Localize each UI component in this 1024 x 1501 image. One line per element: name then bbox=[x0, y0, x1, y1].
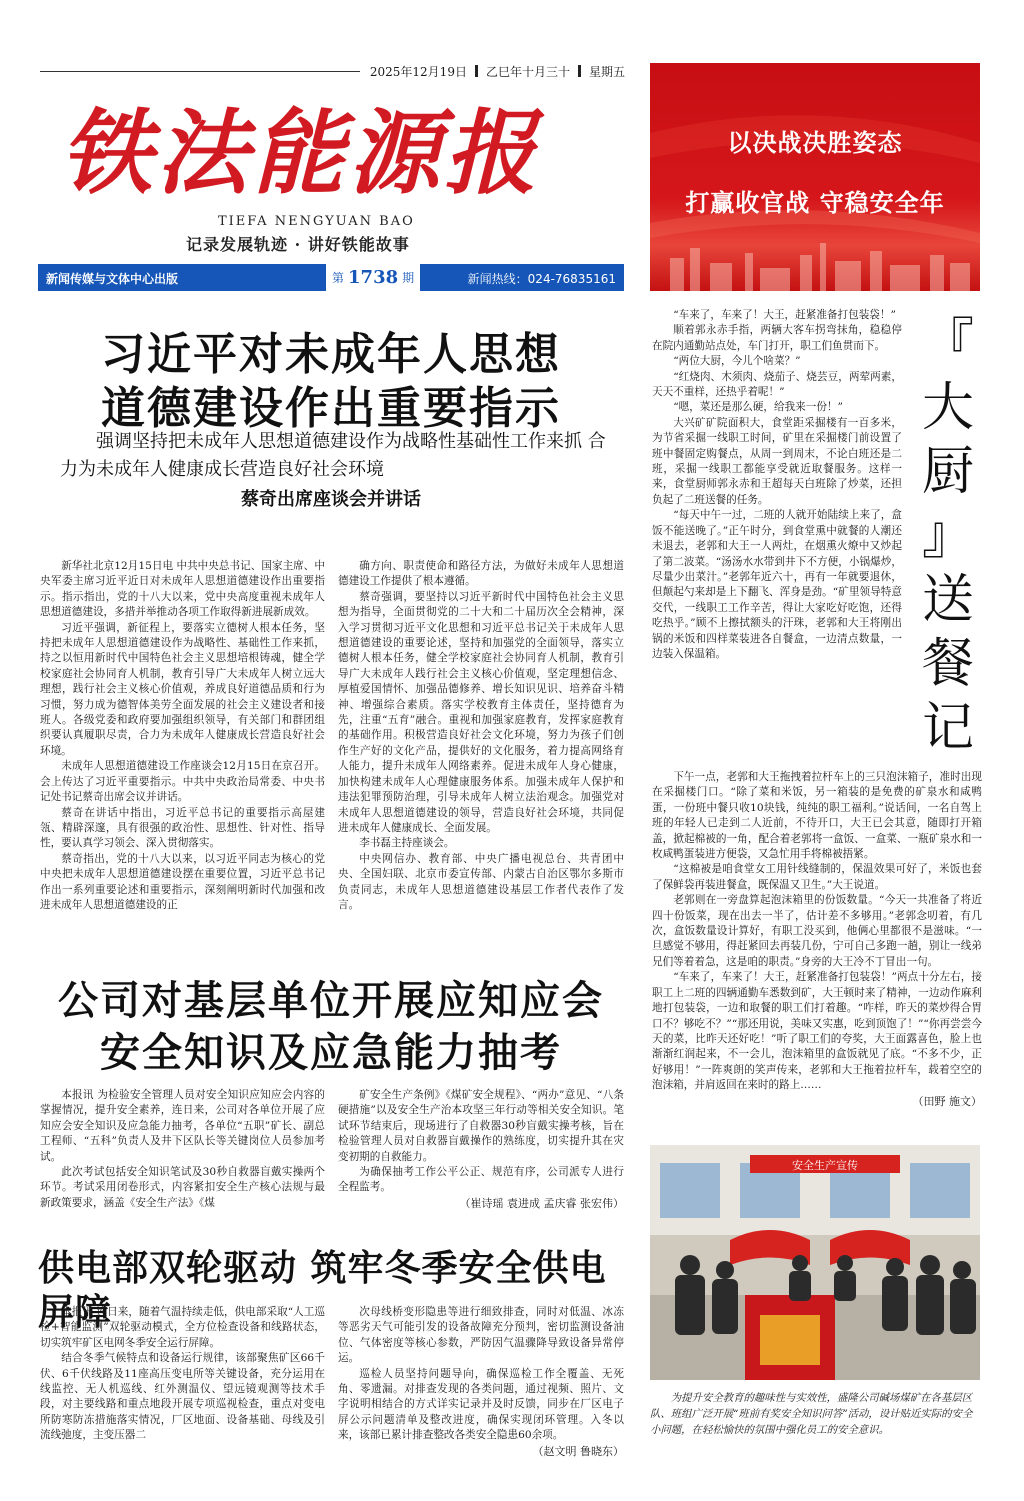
issue-number-box bbox=[326, 264, 420, 291]
article2-column-2 bbox=[338, 1088, 624, 1211]
paragraph: “红烧肉、木须肉、烧茄子、烧芸豆，两荤两素，天天不重样，还热乎着呢！” bbox=[652, 370, 902, 399]
title-char: 送 bbox=[921, 570, 974, 630]
paragraph: 习近平强调，新征程上，要落实立德树人根本任务，坚持把未成年人思想道德建设作为战略性、基础性工作来抓，持之以恒用新时代中国特色社会主义思想培根铸魂，健全学校家庭社会协同育人机制，教育引导广大未成年人树立远大理想，践行社会主义核心价值观，养成良好道德品质和行为习惯，努力成为德智体美劳全面发展的社会主义建设者和接班人。各级党委和政府要加强组织领导，有关部门和群团组织要认真履职尽责，合力为未成年人健康成长营造良好社会环境。 bbox=[40, 621, 325, 757]
paragraph: “这棉被是咱食堂女工用针线缝制的，保温效果可好了，米饭也套了保鲜袋再装进餐盒，既保温又卫生。”大王说道。 bbox=[652, 863, 982, 891]
banner-line-2: 打赢收官战 守稳安全年 bbox=[685, 189, 945, 217]
paragraph: “每天中午一过，二班的人就开始陆续上来了，盒饭不能送晚了。”正午时分，到食堂熏中就餐的人潮还未退去，老郭和大王一人两灶，在烟熏火燎中又炒起了第二波菜。“汤汤水水带到井下不方便，小锅爆炒，尽量少出菜汁。”老郭年近六十，再有一年就要退休，但颠起勺来却是上下翻飞、浑身是劲。“矿里领导特意交代，一线职工工作辛苦，得让大家吃好吃饱，还得吃热乎。”顾不上擦拭额头的汗珠，老郭和大王将刚出锅的米饭和四样菜装进各自餐盒，一边清点数量，一边装入保温箱。 bbox=[652, 509, 902, 660]
news-hotline: 新闻热线：024-76835161 bbox=[467, 272, 616, 286]
paragraph: 李书磊主持座谈会。 bbox=[359, 837, 455, 850]
paragraph: 下午一点，老郭和大王拖拽着拉杆车上的三只泡沫箱子，准时出现在采掘楼门口。“除了菜和米饭，另一箱装的是免费的矿泉水和咸鸭蛋，一份班中餐只收10块钱，纯纯的职工福利。”说话间，一名自驾上班的年轻人已走到二人近前，不待开口，大王已会其意，随即打开箱盖，掀起棉被的一角，配合着老郭将一盒饭、一盒菜、一瓶矿泉水和一枚咸鸭蛋装进方便袋，又急忙用手将棉被捂紧。 bbox=[652, 771, 982, 861]
paragraph: 顺着郭永赤手指，两辆大客车拐弯抹角，稳稳停在院内通勤站点处，车门打开，职工们鱼贯而下。 bbox=[652, 324, 902, 352]
article4-byline: （田野 施文） bbox=[912, 1094, 982, 1108]
article4-title bbox=[912, 312, 984, 760]
paragraph: 此次考试包括安全知识笔试及30秒自救器盲戴实操两个环节。考试采用闭卷形式，内容紧扣安全生产核心法规与最新政策要求，涵盖《安全生产法》《煤 bbox=[40, 1166, 325, 1209]
issue-number: 1738 bbox=[348, 267, 399, 288]
article3-byline: （赵文明 鲁晓东） bbox=[532, 1444, 624, 1458]
slogan: 记录发展轨迹 · 讲好铁能故事 bbox=[186, 235, 410, 254]
article1-headline bbox=[38, 328, 624, 436]
photo-illustration bbox=[650, 1145, 980, 1380]
paragraph: 为确保抽考工作公平公正、规范有序，公司派专人进行全程监考。 bbox=[338, 1166, 624, 1194]
newspaper-logo: 铁法能源报 bbox=[60, 99, 541, 207]
paragraph: 新华社北京12月15日电 中共中央总书记、国家主席、中央军委主席习近平近日对未成年人思想道德建设作出重要指示。指示指出，党的十八大以来，党中央高度重视未成年人思想道德建设，多措并举推动各项工作取得新进展新成效。 bbox=[40, 560, 325, 619]
paragraph: 本报讯 连日来，随着气温持续走低，供电部采取“人工巡检+智能监测”双轮驱动模式，全方位检查设备和线路状态，切实筑牢矿区电网冬季安全运行屏障。 bbox=[40, 1306, 325, 1349]
publisher: 新闻传媒与文体中心出版 bbox=[46, 272, 179, 286]
paragraph: 未成年人思想道德建设工作座谈会12月15日在京召开。会上传达了习近平重要指示。中共中央政治局常委、中央书记处书记蔡奇出席会议并讲话。 bbox=[40, 760, 325, 804]
dateline-rule bbox=[40, 71, 360, 72]
paragraph: 巡检人员坚持问题导向，确保巡检工作全覆盖、无死角、零遗漏。对排查发现的各类问题，通过视频、照片、文字说明相结合的方式详实记录并及时反馈，同步在厂区电子屏公示问题清单及整改进度，确保实现闭环管理。入冬以来，该部已累计排查整改各类安全隐患60余项。 bbox=[338, 1367, 624, 1442]
paragraph: “车来了，车来了！大王，赶紧准备打包装袋！”两点十分左右，接职工上二班的四辆通勤车悉数到矿，大王顿时来了精神，一边动作麻利地打包装袋，一边和取餐的职工们打着趣。“咋样，昨天的菜炒得合胃口不？够吃不？”“那还用说，美味又实惠，吃到顶饱了！”“你再尝尝今天的菜，比昨天还好吃！”听了职工们的夸奖，大王面露喜色，脸上也渐渐红润起来，不一会儿，泡沫箱里的盒饭就见了底。“不多不少，正好够用！”一阵爽朗的笑声传来，老郭和大王拖着拉杆车，载着空空的泡沫箱，并肩返回在来时的路上…… bbox=[652, 971, 982, 1092]
article3-column-2 bbox=[338, 1305, 624, 1459]
paragraph: 次母线桥变形隐患等进行细致排查，同时对低温、冰冻等恶劣天气可能引发的设备故障充分预判，密切监测设备油位、气体密度等核心参数，严防因气温骤降导致设备异常停运。 bbox=[338, 1306, 624, 1365]
paragraph: “车来了，车来了！大王，赶紧准备打包装袋！” bbox=[673, 309, 896, 321]
article3-column-1 bbox=[40, 1305, 325, 1444]
photo-sign-text: 安全生产宣传 bbox=[792, 1159, 858, 1172]
title-char: 厨 bbox=[921, 442, 974, 502]
paragraph: 矿安全生产条例》《煤矿安全规程》、“两办”意见、“八条硬措施”以及安全生产治本攻坚三年行动等相关安全知识。笔试环节结束后，现场进行了自救器30秒盲戴实操考核，旨在检验管理人员对自救器盲戴操作的熟练度，切实提升其在灾变初期的自救能力。 bbox=[338, 1089, 624, 1163]
article1-column-1 bbox=[40, 559, 325, 913]
article1-headline-line2: 道德建设作出重要指示 bbox=[101, 383, 561, 434]
paragraph: 中央网信办、教育部、中央广播电视总台、共青团中央、全国妇联、北京市委宣传部、内蒙古自治区鄂尔多斯市负责同志，未成年人思想道德建设基层工作者代表作了发言。 bbox=[338, 852, 624, 911]
paragraph: 蔡奇指出，党的十八大以来，以习近平同志为核心的党中央把未成年人思想道德建设摆在重要位置，习近平总书记作出一系列重要论述和重要指示，深刻阐明新时代加强和改进未成年人思想道德建设的正 bbox=[40, 852, 325, 911]
article1-subheading2: 蔡奇出席座谈会并讲话 bbox=[241, 489, 421, 510]
paragraph: 蔡奇在讲话中指出，习近平总书记的重要指示高屋建瓴、精辟深邃，具有很强的政治性、思想性、针对性、指导性，要认真学习领会、深入贯彻落实。 bbox=[40, 806, 325, 850]
logo-pinyin: TIEFA NENGYUAN BAO bbox=[218, 214, 415, 229]
banner-decoration bbox=[650, 63, 980, 291]
article1-subheading: 强调坚持把未成年人思想道德建设作为战略性基础性工作来抓 合力为未成年人健康成长营造良好社会环境 bbox=[60, 431, 606, 480]
banner-line-1: 以决战决胜姿态 bbox=[727, 129, 903, 157]
slogan-banner bbox=[650, 63, 980, 291]
paragraph: 本报讯 为检验安全管理人员对安全知识应知应会内容的掌握情况，提升安全素养，连日来，公司对各单位开展了应知应会安全知识及应急能力抽考，各单位“五职”矿长、副总工程师、“五科”负责人及井下区队长等关键岗位人员参加考试。 bbox=[40, 1089, 325, 1163]
article2-headline bbox=[38, 975, 624, 1079]
article2-byline: （崔诗瑶 袁进成 孟庆睿 张宏伟） bbox=[459, 1196, 624, 1210]
article1-headline-line1: 习近平对未成年人思想 bbox=[101, 329, 561, 380]
publisher-bar bbox=[38, 264, 624, 291]
issue-suffix: 期 bbox=[402, 271, 415, 285]
paragraph: 确方向、职责使命和路径方法，为做好未成年人思想道德建设工作提供了根本遵循。 bbox=[338, 560, 624, 588]
news-photo bbox=[650, 1145, 980, 1380]
article3-headline: 供电部双轮驱动 筑牢冬季安全供电屏障 bbox=[38, 1248, 607, 1333]
paragraph: “两位大厨，今儿个啥菜？” bbox=[673, 355, 801, 368]
dateline bbox=[40, 63, 625, 79]
paragraph: 大兴矿矿院面积大，食堂距采掘楼有一百多米，为节省采掘一线职工时间，矿里在采掘楼门前设置了班中餐固定购餐点，从周一到周末，不论白班还是二班，采掘一线职工都能享受就近取餐服务。这样一来，食堂厨师郭永赤和王超每天白班除了炒菜，还担负起了二班送餐的任务。 bbox=[652, 416, 902, 506]
weekday: 星期五 bbox=[588, 64, 625, 79]
date-separator bbox=[475, 65, 478, 77]
issue-prefix: 第 bbox=[332, 271, 345, 285]
article2-column-1 bbox=[40, 1088, 325, 1211]
photo-caption: 为提升安全教育的趣味性与实效性，盛隆公司碱场煤矿在各基层区队、班组广泛开展“班前有奖安全知识问答”活动，设计贴近实际的安全小问题，在轻松愉快的氛围中强化员工的安全意识。 bbox=[650, 1392, 973, 1436]
title-char: 『 bbox=[921, 314, 974, 374]
title-char: 』 bbox=[921, 506, 974, 566]
title-char: 大 bbox=[921, 378, 974, 438]
issue-date: 2025年12月19日 bbox=[369, 64, 467, 79]
article4-column-full bbox=[652, 770, 982, 1109]
paragraph: 蔡奇强调，要坚持以习近平新时代中国特色社会主义思想为指导，全面贯彻党的二十大和二十届历次全会精神，深入学习贯彻习近平文化思想和习近平总书记关于未成年人思想道德建设的重要论述，坚持和加强党的全面领导，落实立德树人根本任务，健全学校家庭社会协同育人机制，教育引导广大未成年人践行社会主义核心价值观，坚定理想信念、厚植爱国情怀、加强品德修养、增长知识见识、培养奋斗精神、增强综合素质。落实学校教育主体责任，坚持德育为先，注重“五育”融合。重视和加强家庭教育，发挥家庭教育的基础作用。积极营造良好社会文化环境，努力为孩子们创作生产好的文化产品，提供好的文化服务，着力提高网络育人能力，提升未成年人网络素养。促进未成年人身心健康，加快构建未成年人心理健康服务体系。加强未成年人保护和违法犯罪预防治理，引导未成年人树立法治观念。加强党对未成年人思想道德建设的领导，营造良好社会环境，共同促进未成年人健康成长、全面发展。 bbox=[338, 590, 624, 834]
article2-headline-line2: 安全知识及应急能力抽考 bbox=[100, 1030, 562, 1076]
date-separator bbox=[578, 65, 581, 77]
paragraph: 老郭则在一旁盘算起泡沫箱里的份饭数量。“今天一共准备了将近四十份饭菜，现在出去一半了，估计差不多够用。”老郭念叨着，有几次，盒饭数量设计算好，有职工没买到，他俩心里都很不是滋味。“一旦感觉不够用，得赶紧回去再装几份，宁可自己多跑一趟，别让一线弟兄们等着着急，这是咱的职责。”身旁的大王冷不丁冒出一句。 bbox=[652, 894, 982, 968]
article4-column-top bbox=[652, 308, 902, 662]
paragraph: 结合冬季气候特点和设备运行规律，该部聚焦矿区66千伏、6千伏线路及11座高压变电所等关键设备，充分运用在线监控、无人机巡线、红外测温仪、望远镜观测等技术手段，对主要线路和重点地段开展专项巡视检查，重点对变电所防寒防冻措施落实情况，厂区地面、设备基础、母线及引流线弛度，主变压器二 bbox=[40, 1352, 325, 1442]
paragraph: “嗯，菜还是那么硬，给我来一份！” bbox=[673, 401, 843, 414]
article2-headline-line1: 公司对基层单位开展应知应会 bbox=[58, 978, 604, 1024]
article1-column-2 bbox=[338, 559, 624, 913]
title-char: 餐 bbox=[921, 634, 974, 694]
title-char: 记 bbox=[921, 698, 974, 758]
lunar-date: 乙巳年十月三十 bbox=[485, 64, 570, 79]
